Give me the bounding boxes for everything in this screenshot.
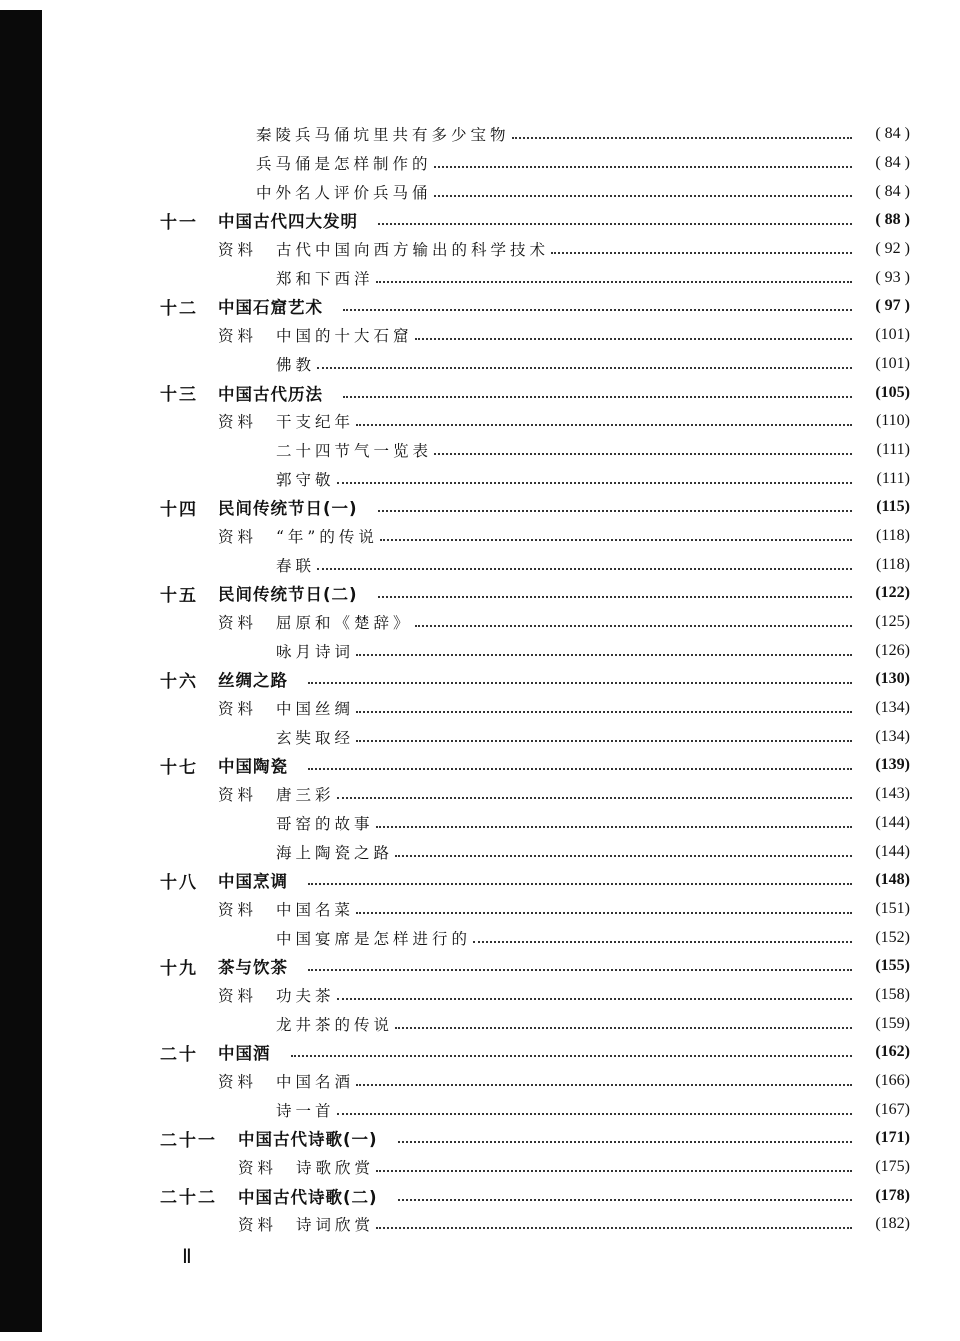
- chapter-number: 十七: [160, 757, 198, 778]
- dot-leader: [308, 969, 852, 971]
- toc-chapter-entry[interactable]: [160, 579, 910, 608]
- material-label: 资料: [218, 986, 258, 1005]
- entry-title: 中国陶瓷: [218, 757, 288, 777]
- toc-entry[interactable]: [160, 522, 910, 551]
- material-label: 资料: [218, 1073, 258, 1092]
- dot-leader: [337, 998, 852, 1000]
- dot-leader: [356, 654, 852, 656]
- toc-entry[interactable]: [160, 1067, 910, 1096]
- dot-leader: [343, 309, 852, 311]
- dot-leader: [415, 338, 852, 340]
- dot-leader: [376, 281, 852, 283]
- dot-leader: [398, 1141, 852, 1143]
- entry-title: 民间传统节日(二): [218, 585, 358, 605]
- entry-page: (139): [875, 756, 910, 774]
- entry-title: 诗词欣赏: [296, 1216, 375, 1235]
- toc-entry[interactable]: [160, 550, 910, 579]
- entry-title: 玄奘取经: [276, 728, 355, 747]
- dot-leader: [512, 137, 852, 139]
- dot-leader: [473, 941, 852, 943]
- toc-entry[interactable]: [160, 895, 910, 924]
- dot-leader: [551, 252, 852, 254]
- toc-chapter-entry[interactable]: [160, 292, 910, 321]
- toc-entry[interactable]: [160, 464, 910, 493]
- entry-page: (118): [875, 526, 910, 544]
- toc-entry[interactable]: [160, 923, 910, 952]
- dot-leader: [356, 740, 852, 742]
- dot-leader: [356, 912, 852, 914]
- material-label: 资料: [218, 786, 258, 805]
- chapter-number: 十九: [160, 958, 198, 979]
- chapter-number: 二十二: [160, 1188, 217, 1209]
- entry-page: (122): [875, 584, 910, 602]
- entry-page: (125): [875, 613, 910, 631]
- material-label: 资料: [238, 1216, 278, 1235]
- toc-entry[interactable]: [160, 235, 910, 264]
- dot-leader: [434, 166, 852, 168]
- entry-page: (162): [875, 1043, 910, 1061]
- toc-entry[interactable]: [160, 321, 910, 350]
- toc-entry[interactable]: [160, 407, 910, 436]
- entry-page: (101): [875, 326, 910, 344]
- dot-leader: [378, 596, 852, 598]
- entry-page: (159): [875, 1014, 910, 1032]
- entry-title: 郑和下西洋: [276, 269, 374, 288]
- entry-title: 中国古代诗歌(一): [238, 1130, 378, 1150]
- material-label: 资料: [238, 1159, 278, 1178]
- entry-page: (115): [876, 498, 910, 516]
- material-label: 资料: [218, 413, 258, 432]
- entry-title: 春联: [276, 556, 316, 575]
- entry-title: 中国石窟艺术: [218, 298, 323, 318]
- toc-entry[interactable]: [160, 1009, 910, 1038]
- chapter-number: 十八: [160, 872, 198, 893]
- toc-chapter-entry[interactable]: [160, 751, 910, 780]
- entry-title: 中国名菜: [276, 900, 355, 919]
- entry-title: 丝绸之路: [218, 671, 288, 691]
- entry-page: (101): [875, 354, 910, 372]
- material-label: 资料: [218, 327, 258, 346]
- entry-title: 佛教: [276, 355, 316, 374]
- dot-leader: [317, 367, 852, 369]
- dot-leader: [415, 625, 852, 627]
- dot-leader: [434, 453, 852, 455]
- chapter-number: 十二: [160, 298, 198, 319]
- dot-leader: [376, 1170, 852, 1172]
- toc-entry[interactable]: [160, 837, 910, 866]
- entry-title: 屈原和《楚辞》: [276, 614, 413, 633]
- toc-chapter-entry[interactable]: [160, 665, 910, 694]
- entry-page: (111): [876, 440, 910, 458]
- entry-page: ( 92 ): [875, 240, 910, 258]
- entry-page: (111): [876, 469, 910, 487]
- toc-entry[interactable]: [160, 149, 910, 178]
- entry-page: (148): [875, 871, 910, 889]
- dot-leader: [291, 1055, 853, 1057]
- entry-page: (118): [875, 555, 910, 573]
- toc-entry[interactable]: [160, 636, 910, 665]
- dot-leader: [337, 482, 852, 484]
- entry-page: ( 93 ): [875, 268, 910, 286]
- entry-title: 中国的十大石窟: [276, 327, 413, 346]
- entry-title: 二十四节气一览表: [276, 441, 433, 460]
- dot-leader: [395, 855, 852, 857]
- dot-leader: [343, 396, 852, 398]
- entry-title: 兵马俑是怎样制作的: [256, 155, 432, 174]
- entry-title: “年”的传说: [276, 527, 378, 546]
- dot-leader: [378, 223, 852, 225]
- dot-leader: [308, 682, 852, 684]
- toc-chapter-entry[interactable]: [160, 952, 910, 981]
- entry-page: (134): [875, 727, 910, 745]
- entry-page: (144): [875, 813, 910, 831]
- entry-title: 诗一首: [276, 1101, 335, 1120]
- toc-chapter-entry[interactable]: [160, 378, 910, 407]
- toc-entry[interactable]: [160, 177, 910, 206]
- entry-page: ( 88 ): [875, 211, 910, 229]
- entry-title: 秦陵兵马俑坑里共有多少宝物: [256, 126, 510, 145]
- toc-entry[interactable]: [160, 263, 910, 292]
- toc-entry[interactable]: [160, 981, 910, 1010]
- entry-page: (126): [875, 641, 910, 659]
- entry-page: ( 97 ): [875, 297, 910, 315]
- entry-title: 咏月诗词: [276, 642, 355, 661]
- entry-page: (171): [875, 1129, 910, 1147]
- toc-entry[interactable]: [160, 350, 910, 379]
- entry-title: 诗歌欣赏: [296, 1159, 375, 1178]
- entry-title: 中国宴席是怎样进行的: [276, 929, 472, 948]
- toc-entry[interactable]: [160, 780, 910, 809]
- material-label: 资料: [218, 700, 258, 719]
- toc-chapter-entry[interactable]: [160, 206, 910, 235]
- dot-leader: [308, 768, 852, 770]
- dot-leader: [308, 883, 852, 885]
- chapter-number: 十一: [160, 212, 198, 233]
- entry-title: 民间传统节日(一): [218, 499, 358, 519]
- toc-entry[interactable]: [160, 1095, 910, 1124]
- chapter-number: 十三: [160, 385, 198, 406]
- entry-title: 中国丝绸: [276, 700, 355, 719]
- dot-leader: [378, 510, 852, 512]
- chapter-number: 二十: [160, 1044, 198, 1065]
- entry-page: (178): [875, 1186, 910, 1204]
- entry-title: 茶与饮茶: [218, 958, 288, 978]
- entry-page: (144): [875, 842, 910, 860]
- entry-title: 中外名人评价兵马俑: [256, 183, 432, 202]
- entry-page: (155): [875, 957, 910, 975]
- entry-page: (152): [875, 928, 910, 946]
- page-number: Ⅱ: [182, 1246, 192, 1268]
- entry-page: ( 84 ): [875, 182, 910, 200]
- entry-page: (158): [875, 985, 910, 1003]
- material-label: 资料: [218, 900, 258, 919]
- entry-title: 中国酒: [218, 1044, 271, 1064]
- entry-page: (166): [875, 1072, 910, 1090]
- toc-entry[interactable]: [160, 809, 910, 838]
- material-label: 资料: [218, 241, 258, 260]
- toc-entry[interactable]: [160, 694, 910, 723]
- entry-page: (182): [875, 1215, 910, 1233]
- entry-page: (151): [875, 899, 910, 917]
- dot-leader: [398, 1199, 852, 1201]
- entry-page: (130): [875, 670, 910, 688]
- toc-entry[interactable]: [160, 722, 910, 751]
- dot-leader: [337, 797, 852, 799]
- toc-chapter-entry[interactable]: [160, 866, 910, 895]
- toc-entry[interactable]: [160, 1153, 910, 1182]
- chapter-number: 十六: [160, 671, 198, 692]
- scan-edge: [0, 10, 42, 1332]
- dot-leader: [317, 568, 852, 570]
- dot-leader: [380, 539, 852, 541]
- chapter-number: 十五: [160, 585, 198, 606]
- entry-page: ( 84 ): [875, 154, 910, 172]
- entry-page: (105): [875, 383, 910, 401]
- material-label: 资料: [218, 527, 258, 546]
- dot-leader: [356, 1084, 852, 1086]
- dot-leader: [434, 195, 852, 197]
- dot-leader: [395, 1027, 852, 1029]
- toc-entry[interactable]: [160, 120, 910, 149]
- toc-chapter-entry[interactable]: [160, 493, 910, 522]
- dot-leader: [337, 1113, 852, 1115]
- dot-leader: [376, 1227, 852, 1229]
- entry-title: 海上陶瓷之路: [276, 843, 394, 862]
- entry-page: (134): [875, 699, 910, 717]
- chapter-number: 十四: [160, 499, 198, 520]
- entry-title: 哥窑的故事: [276, 814, 374, 833]
- entry-title: 中国名酒: [276, 1073, 355, 1092]
- table-of-contents: [160, 120, 910, 1239]
- entry-page: (110): [875, 412, 910, 430]
- chapter-number: 二十一: [160, 1130, 217, 1151]
- entry-title: 中国烹调: [218, 872, 288, 892]
- entry-title: 中国古代历法: [218, 384, 323, 404]
- entry-page: ( 84 ): [875, 125, 910, 143]
- entry-title: 中国古代四大发明: [218, 212, 358, 232]
- material-label: 资料: [218, 614, 258, 633]
- entry-page: (167): [875, 1100, 910, 1118]
- entry-title: 中国古代诗歌(二): [238, 1187, 378, 1207]
- entry-title: 唐三彩: [276, 786, 335, 805]
- entry-page: (175): [875, 1158, 910, 1176]
- toc-chapter-entry[interactable]: [160, 1038, 910, 1067]
- entry-title: 郭守敬: [276, 470, 335, 489]
- entry-title: 龙井茶的传说: [276, 1015, 394, 1034]
- toc-chapter-entry[interactable]: [160, 1181, 910, 1210]
- dot-leader: [356, 711, 852, 713]
- toc-entry[interactable]: [160, 1210, 910, 1239]
- entry-title: 干支纪年: [276, 413, 355, 432]
- toc-entry[interactable]: [160, 608, 910, 637]
- entry-title: 功夫茶: [276, 986, 335, 1005]
- dot-leader: [376, 826, 852, 828]
- entry-page: (143): [875, 785, 910, 803]
- toc-entry[interactable]: [160, 436, 910, 465]
- entry-title: 古代中国向西方输出的科学技术: [276, 241, 550, 260]
- toc-chapter-entry[interactable]: [160, 1124, 910, 1153]
- dot-leader: [356, 424, 852, 426]
